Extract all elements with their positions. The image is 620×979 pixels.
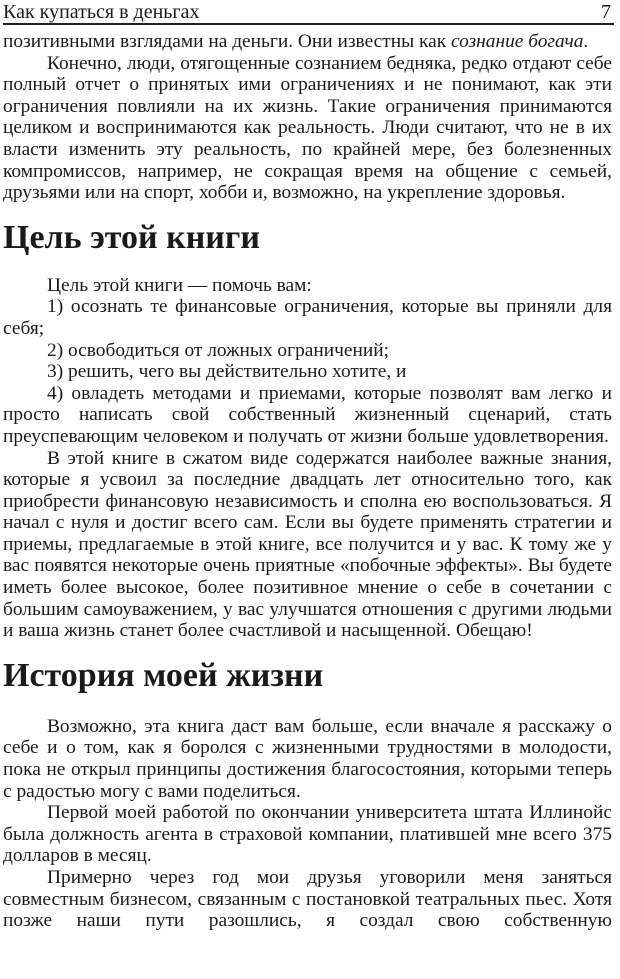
running-title: Как купаться в деньгах <box>3 1 200 23</box>
goal-item-4: 4) овладеть методами и приемами, которые позволят вам легко и просто написать свой собственный жизненный сценарий, стать преуспевающим человеком и получать от жизни больше удовлетворения. <box>3 382 612 447</box>
header-rule <box>3 23 614 25</box>
section-heading-goal: Цель этой книги <box>3 218 260 256</box>
goal-paragraph: В этой книге в сжатом виде содержатся наиболее важные знания, которые я усвоил за последние двадцать лет относительно того, как приобрести финансовую независимость и сполна ею воспользоваться. Я начал с нуля и достиг всего сам. Если вы будете применять стратегии и приемы, предлагаемые в этой книге, все получится и у вас. К тому же у вас появятся некоторые очень приятные «побочные эффекты». Вы будете иметь более высокое, более позитивное мнение о себе в сочетании с большим самоуважением, у вас улучшатся отношения с другими людьми и ваша жизнь станет более счастливой и насыщенной. Обещаю! <box>3 447 612 642</box>
intro-paragraph-1-text: позитивными взглядами на деньги. Они известны как <box>3 31 452 52</box>
intro-paragraph-1-emphasis: сознание богача <box>451 31 584 52</box>
story-paragraph-1: Возможно, эта книга даст вам больше, если вначале я расскажу о себе и о том, как я боролся с жизненными трудностями в молодости, пока не открыл принципы достижения благосостояния, которыми теперь с радостью могу с вами поделиться. <box>3 715 612 802</box>
story-paragraph-2: Первой моей работой по окончании университета штата Иллинойс была должность агента в страховой компании, платившей мне всего 375 долларов в месяц. <box>3 802 612 867</box>
intro-paragraph-1 <box>3 31 612 53</box>
goal-item-1: 1) осознать те финансовые ограничения, которые вы приняли для себя; <box>3 296 612 339</box>
page-number: 7 <box>601 1 611 23</box>
page-body <box>3 31 612 932</box>
intro-paragraph-1-end: . <box>583 31 589 52</box>
goal-lead: Цель этой книги — помочь вам: <box>47 274 312 296</box>
running-header <box>3 0 614 24</box>
goal-item-3: 3) решить, чего вы действительно хотите, и <box>47 361 407 383</box>
story-paragraph-3: Примерно через год мои друзья уговорили меня заняться совместным бизнесом, связанным с постановкой театральных пьес. Хотя позже наши пути разошлись, я создал свою собственную <box>3 867 612 932</box>
intro-paragraph-2: Конечно, люди, отягощенные сознанием бедняка, редко отдают себе полный отчет о принятых ими ограничениях и не понимают, как эти ограничения повлияли на их жизнь. Такие ограничения принимаются целиком и воспринимаются как реальность. Люди считают, что не в их власти изменить эту реальность, по крайней мере, без болезненных компромиссов, например, не сокращая время на общение с семьей, друзьями или на спорт, хобби и, возможно, на укрепление здоровья. <box>3 52 612 204</box>
goal-item-2: 2) освободиться от ложных ограничений; <box>47 339 390 361</box>
section-heading-story: История моей жизни <box>3 656 324 694</box>
